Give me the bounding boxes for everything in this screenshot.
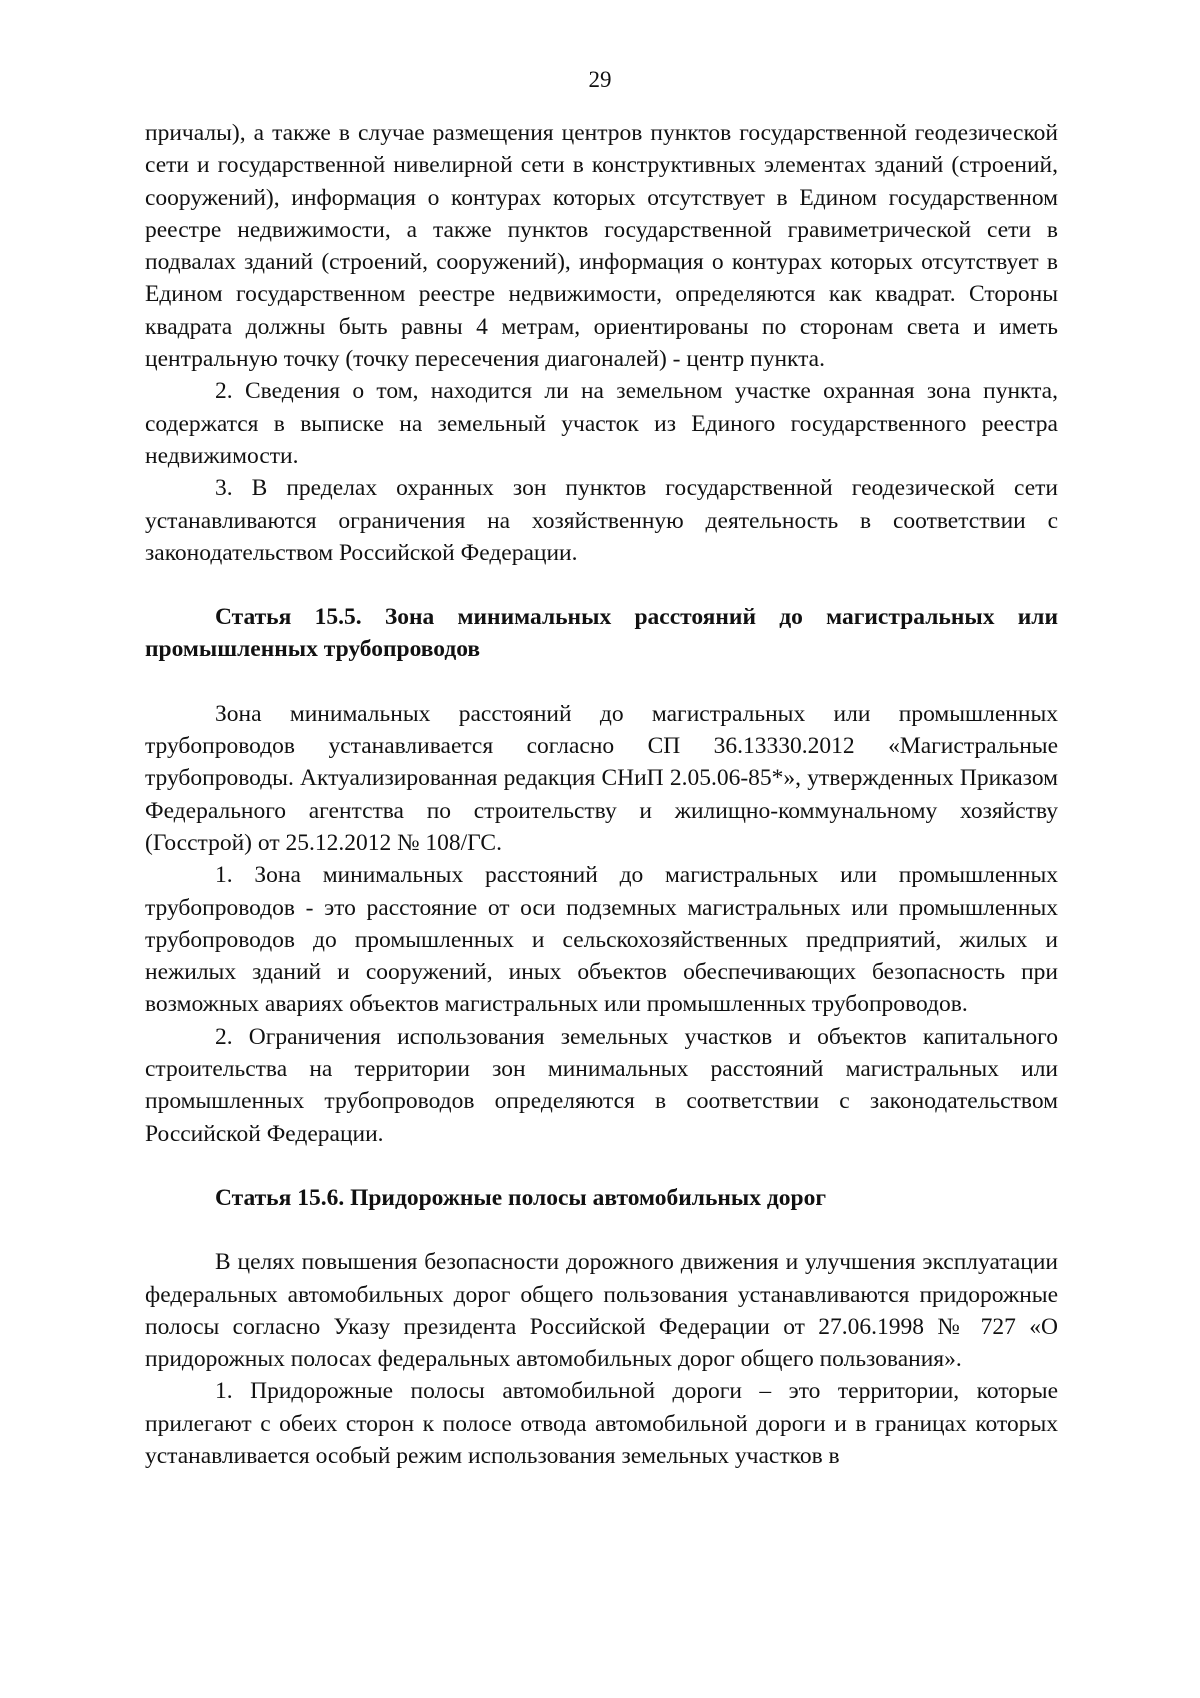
paragraph: 3. В пределах охранных зон пунктов государственной геодезической сети устанавливаются ограничения на хозяйственную деятельность в соответствии с законодательством Российской Федерации. [145, 475, 1058, 566]
article-heading: Статья 15.6. Придорожные полосы автомобильных дорог [215, 1184, 827, 1211]
paragraph: 2. Ограничения использования земельных участков и объектов капитального строительства на территории зон минимальных расстояний магистральных или промышленных трубопроводов определяются в соответствии с законодательством Российской Федерации. [145, 1023, 1058, 1147]
article-heading: Статья 15.5. Зона минимальных расстояний до магистральных или промышленных трубопроводов [145, 604, 1058, 663]
paragraph: причалы), а также в случае размещения центров пунктов государственной геодезической сети и государственной нивелирной сети в конструктивных элементах зданий (строений, сооружений), информация о контурах которых отсутствует в Едином государственном реестре недвижимости, а также пунктов государственной гравиметрической сети в подвалах зданий (строений, сооружений), информация о контурах которых отсутствует в Едином государственном реестре недвижимости, определяются как квадрат. Стороны квадрата должны быть равны 4 метрам, ориентированы по сторонам света и иметь центральную точку (точку пересечения диагоналей) - центр пункта. [145, 120, 1058, 373]
paragraph: В целях повышения безопасности дорожного движения и улучшения эксплуатации федеральных автомобильных дорог общего пользования устанавливаются придорожные полосы согласно Указу президента Российской Федерации от 27.06.1998 № 727 «О придорожных полосах федеральных автомобильных дорог общего пользования». [145, 1249, 1058, 1373]
paragraph: 1. Придорожные полосы автомобильной дороги – это территории, которые прилегают с обеих сторон к полосе отвода автомобильной дороги и в границах которых устанавливается особый режим использования земельных участков в [145, 1378, 1058, 1469]
document-body [145, 117, 1058, 1472]
page-number: 29 [588, 67, 612, 92]
paragraph: Зона минимальных расстояний до магистральных или промышленных трубопроводов устанавливается согласно СП 36.13330.2012 «Магистральные трубопроводы. Актуализированная редакция СНиП 2.05.06-85*», утвержденных Приказом Федерального агентства по строительству и жилищно-коммунальному хозяйству (Госстрой) от 25.12.2012 № 108/ГС. [145, 700, 1058, 856]
paragraph: 1. Зона минимальных расстояний до магистральных или промышленных трубопроводов - это расстояние от оси подземных магистральных или промышленных трубопроводов до промышленных и сельскохозяйственных предприятий, жилых и нежилых зданий и сооружений, иных объектов обеспечивающих безопасность при возможных авариях объектов магистральных или промышленных трубопроводов. [145, 862, 1058, 1018]
paragraph: 2. Сведения о том, находится ли на земельном участке охранная зона пункта, содержатся в выписке на земельный участок из Единого государственного реестра недвижимости. [145, 378, 1058, 469]
